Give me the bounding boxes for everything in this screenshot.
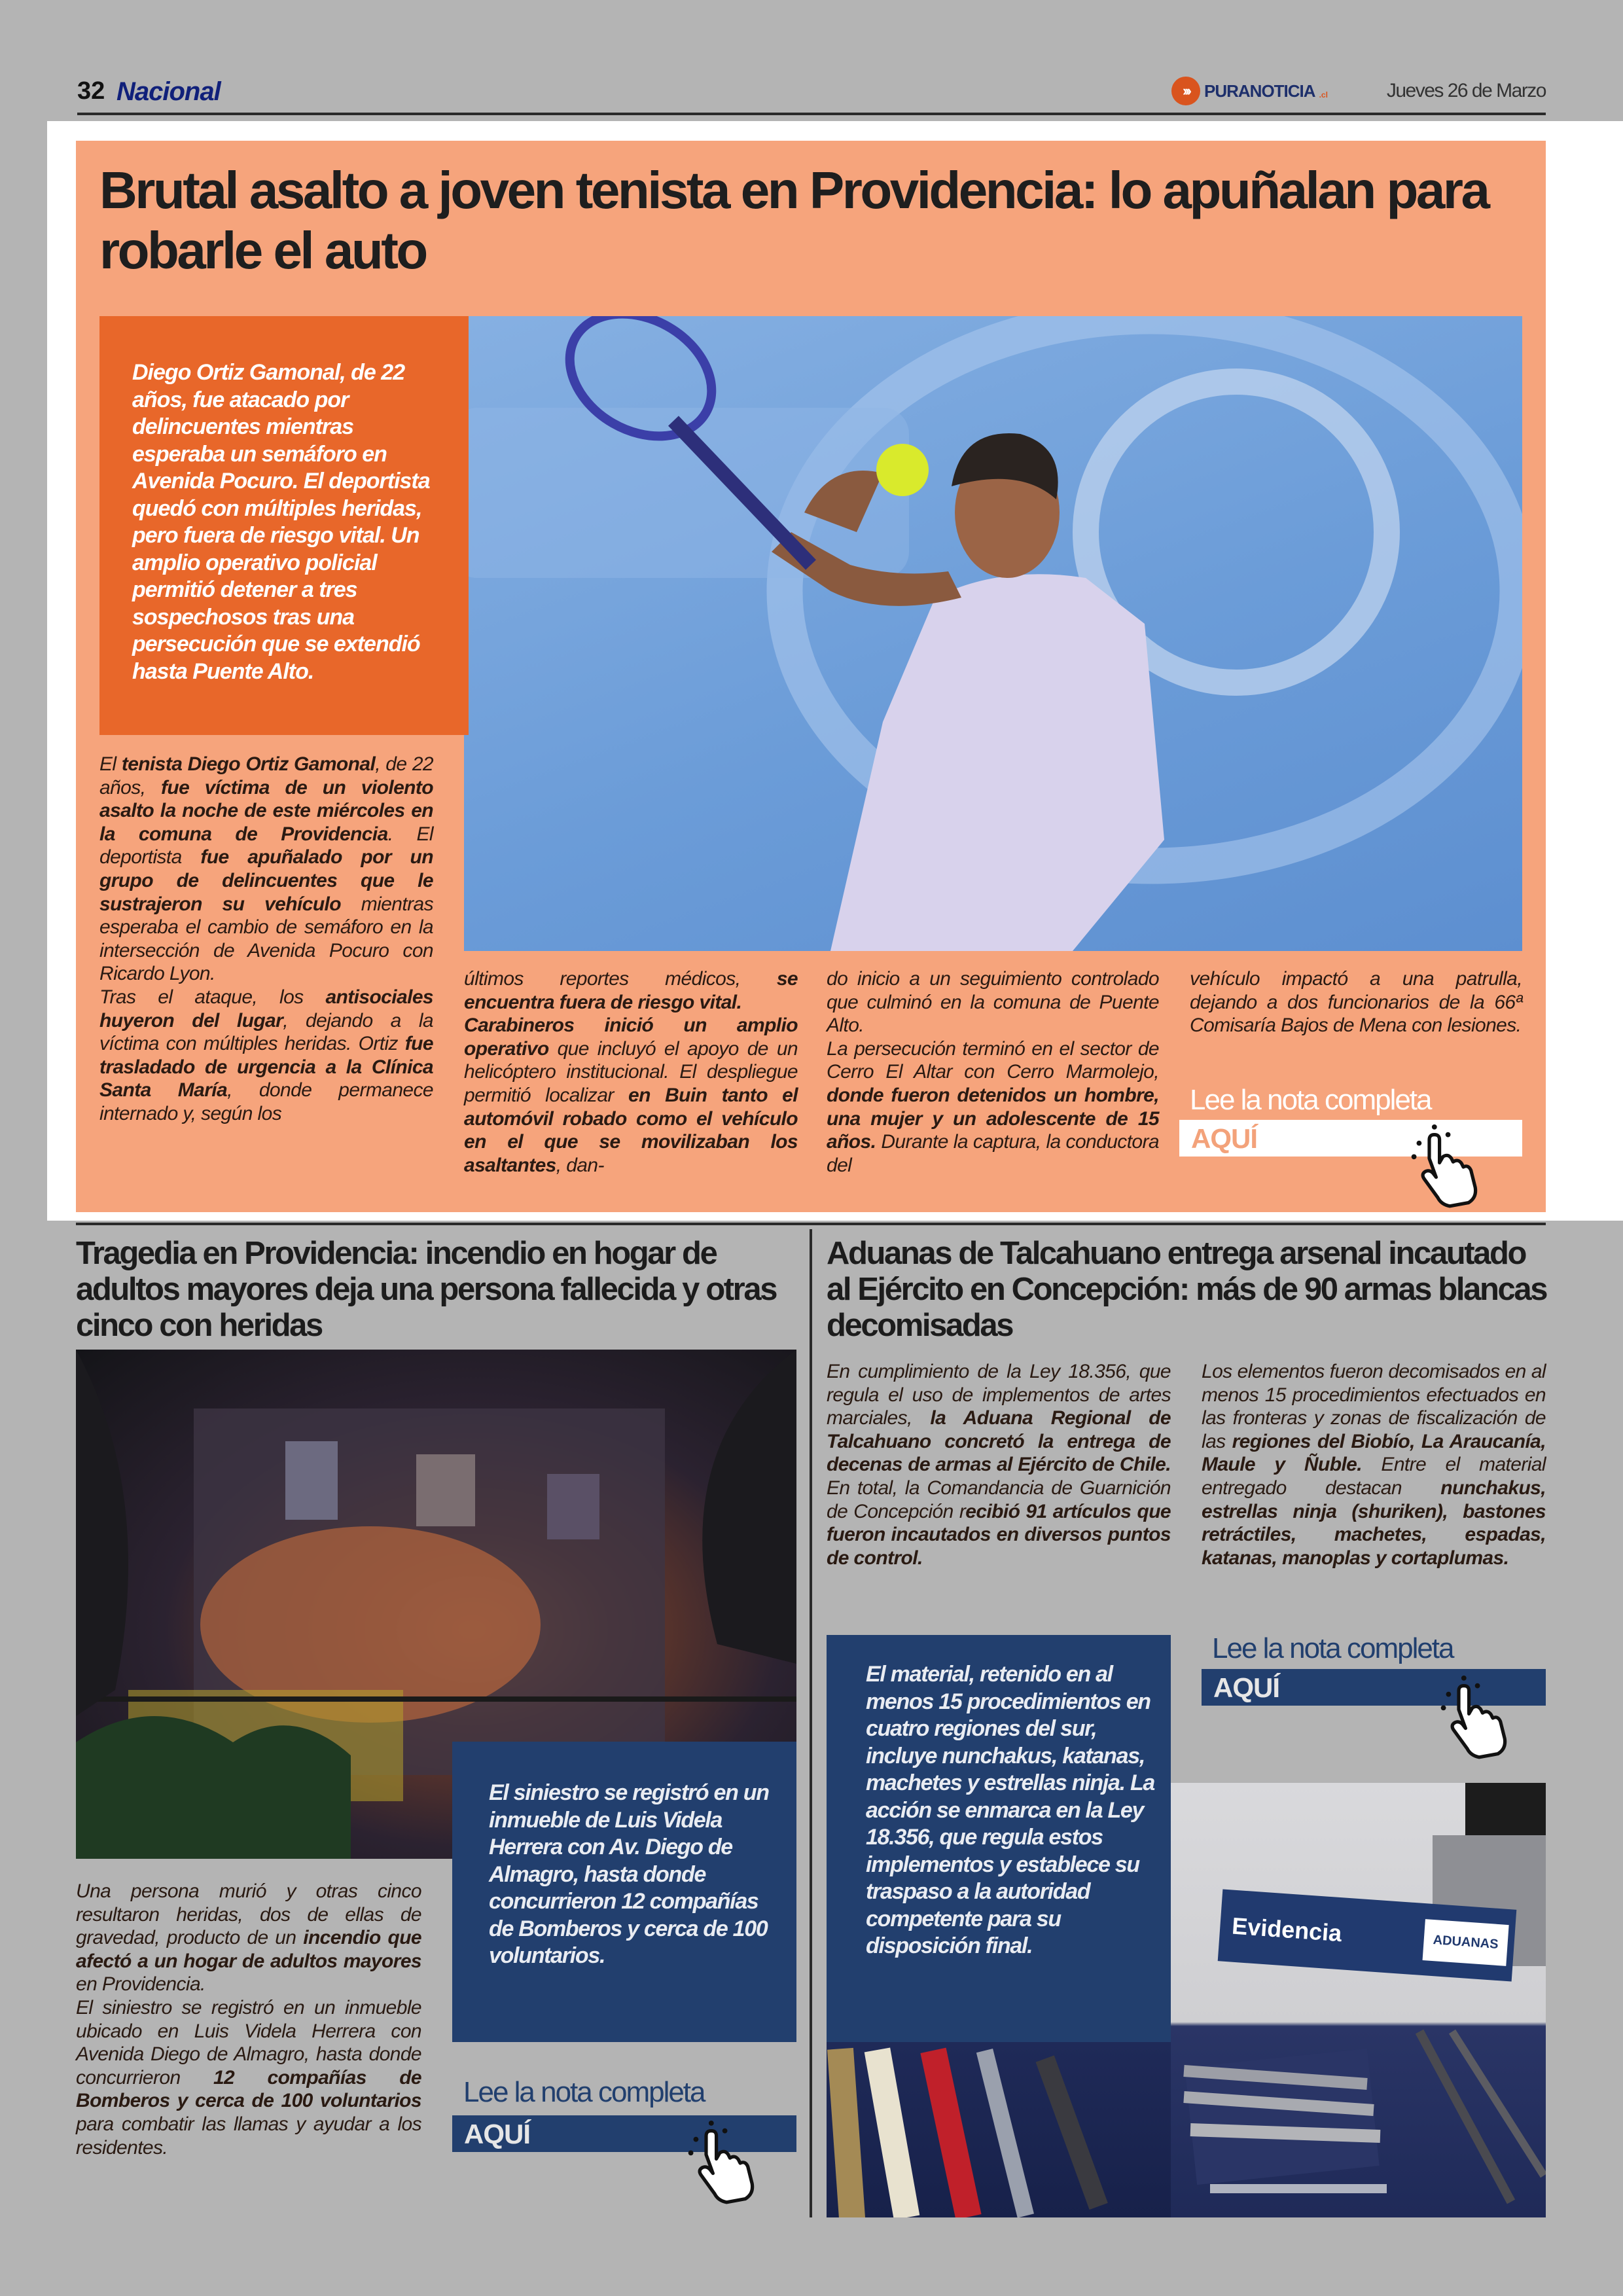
body-paragraph: [99, 986, 433, 1126]
logo-suffix: .cl: [1319, 90, 1328, 99]
fire-callout-box: [452, 1742, 796, 2042]
main-body-column-4: [1190, 967, 1522, 1037]
body-text-bold: Carabineros inició un amplio operativo: [464, 1014, 798, 1060]
body-text: La persecución terminó en el sector de Cerro El Altar con Cerro Marmolejo,: [827, 1037, 1159, 1083]
header-rule: [77, 113, 1546, 115]
weapons-photo-graphic: [1171, 1783, 1546, 2217]
body-text: mientras esperaba el cambio de semáforo en la intersección de Avenida Pocuro con Ricardo Lyon.: [99, 893, 433, 985]
body-text: Una persona murió y otras cinco resultaron heridas, dos de ellas de gravedad, producto de un: [76, 1880, 421, 1949]
evidence-sign-text: Evidencia: [1231, 1912, 1343, 1947]
fire-hand-pointer-icon[interactable]: [681, 2121, 766, 2209]
body-text: , dejando a la víctima con múltiples heridas. Ortiz: [99, 1009, 433, 1055]
body-paragraph: [827, 1360, 1171, 1570]
body-text-bold: fue víctima de un violento asalto la noche de este miércoles en la comuna de Providencia: [99, 776, 434, 845]
body-text-bold: la Aduana Regional de Talcahuano concretó la entrega de decenas de armas al Ejército de Chile.: [827, 1407, 1171, 1476]
customs-read-more-button-label: AQUÍ: [1213, 1672, 1279, 1703]
body-text: . El deportista: [99, 823, 433, 869]
customs-callout-text: El material, retenido en al menos 15 procedimientos en cuatro regiones del sur, incluye nunchakus, katanas, machetes y estrellas ninja. La acción se enmarca en la Ley 18.356, que regula estos implementos y establece su traspaso a la autoridad competente para su disposición final.: [866, 1662, 1155, 1958]
main-body-column-1: [99, 753, 433, 1126]
body-paragraph: [76, 1996, 421, 2159]
main-body-column-3: [827, 967, 1159, 1177]
body-text-bold: incendio que afectó a un hogar de adultos mayores: [76, 1927, 421, 1972]
fire-read-more-button-label: AQUÍ: [464, 2119, 530, 2149]
body-text-bold: antisociales huyeron del lugar: [99, 986, 433, 1031]
fire-body-column: [76, 1880, 421, 2159]
customs-headline: Aduanas de Talcahuano entrega arsenal incautado al Ejército en Concepción: más de 90 armas blancas decomisadas: [827, 1236, 1547, 1343]
body-text-bold: ecibió 91 artículos que fueron incautados en diversos puntos de control.: [827, 1500, 1171, 1569]
tennis-player-photo: [464, 316, 1522, 951]
body-paragraph: [827, 1037, 1159, 1177]
page-number: 32: [77, 77, 105, 105]
body-text: en Providencia.: [76, 1973, 205, 1996]
body-text-bold: donde fueron detenidos un hombre, una mujer y un adolescente de 15 años.: [827, 1084, 1159, 1153]
logo-chevrons-icon: ›››: [1171, 77, 1200, 105]
weapons-evidence-photo: [1171, 1783, 1546, 2217]
body-paragraph: [1202, 1360, 1546, 1570]
body-paragraph: [1190, 967, 1522, 1037]
customs-hand-pointer-icon[interactable]: [1433, 1676, 1518, 1764]
body-paragraph: [99, 753, 433, 986]
column-divider: [810, 1229, 812, 2217]
customs-body-column-1: [827, 1360, 1171, 1570]
body-text-bold: fue trasladado de urgencia a la Clínica Santa María: [99, 1033, 433, 1102]
body-text: , de 22 años,: [99, 753, 433, 798]
issue-date: Jueves 26 de Marzo: [1386, 80, 1546, 101]
weapons-strip-graphic: [827, 2042, 1171, 2217]
fire-callout-text: El siniestro se registró en un inmueble de Luis Videla Herrera con Av. Diego de Almagro, hasta donde concurrieron 12 compañías de Bomberos y cerca de 100 voluntarios.: [489, 1780, 769, 1968]
body-text-bold: nunchakus, estrellas ninja (shuriken), bastones retráctiles, machetes, espadas, katanas, manoplas y cortaplumas.: [1202, 1477, 1546, 1569]
body-text: , donde permanece internado y, según los: [99, 1079, 433, 1124]
body-text: do inicio a un seguimiento controlado que culminó en la comuna de Puente Alto.: [827, 968, 1159, 1037]
lead-summary-text: Diego Ortiz Gamonal, de 22 años, fue atacado por delincuentes mientras esperaba un semáforo en Avenida Pocuro. El deportista quedó con múltiples heridas, pero fuera de riesgo vital. Un amplio operativo policial permitió detener a tres sospechosos tras una persecución que se extendió hasta Puente Alto.: [132, 360, 430, 684]
customs-body-column-2: [1202, 1360, 1546, 1570]
fire-read-more-label: Lee la nota completa: [463, 2076, 705, 2108]
body-text-bold: 12 compañías de Bomberos y cerca de 100 voluntarios: [76, 2066, 422, 2112]
body-text: para combatir las llamas y ayudar a los residentes.: [76, 2113, 421, 2159]
body-text-bold: regiones del Biobío, La Araucanía, Maule y Ñuble.: [1202, 1430, 1546, 1476]
main-body-column-2: [464, 967, 798, 1177]
body-text: vehículo impactó a una patrulla, dejando a dos funcionarios de la 66ª Comisaría Bajos de Mena con lesiones.: [1190, 968, 1522, 1037]
body-text: Los elementos fueron decomisados en al menos 15 procedimientos efectuados en las fronteras y zonas de fiscalización de las: [1202, 1361, 1546, 1452]
body-text-bold: fue apuñalado por un grupo de delincuentes que le sustrajeron su vehículo: [99, 846, 434, 915]
body-paragraph: [464, 1014, 798, 1177]
body-text: Durante la captura, la conductora del: [827, 1131, 1159, 1176]
customs-callout-box: [827, 1635, 1171, 2042]
body-text: Tras el ataque, los: [99, 986, 326, 1008]
body-text-bold: en Buin tanto el automóvil robado como el vehículo en el que se movilizaban los asaltantes: [464, 1084, 798, 1176]
read-more-label: Lee la nota completa: [1190, 1084, 1431, 1116]
read-more-button-label: AQUÍ: [1191, 1123, 1257, 1154]
lead-summary-box: [99, 316, 469, 735]
body-text: últimos reportes médicos,: [464, 968, 777, 990]
body-text: El: [99, 753, 122, 775]
body-text-bold: tenista Diego Ortiz Gamonal: [121, 753, 376, 775]
body-text: El siniestro se registró en un inmueble ubicado en Luis Videla Herrera con Avenida Diego de Almagro, hasta donde concurrieron: [76, 1996, 421, 2089]
body-text: Entre el material entregado destacan: [1202, 1454, 1546, 1499]
aduanas-logo-text: ADUANAS: [1423, 1919, 1509, 1966]
body-paragraph: [827, 967, 1159, 1037]
body-text: En total, la Comandancia de Guarnición de Concepción r: [827, 1477, 1171, 1522]
section-title: Nacional: [116, 77, 221, 106]
body-text: que incluyó el apoyo de un helicóptero institucional. El despliegue permitió localizar: [464, 1037, 798, 1106]
body-text: En cumplimiento de la Ley 18.356, que regula el uso de implementos de artes marciales,: [827, 1361, 1171, 1429]
customs-read-more-label: Lee la nota completa: [1212, 1632, 1454, 1664]
main-headline: Brutal asalto a joven tenista en Providencia: lo apuñalan para robarle el auto: [99, 161, 1488, 279]
logo-text: PURANOTICIA: [1204, 81, 1315, 101]
body-text: , dan-: [556, 1154, 604, 1176]
body-paragraph: [76, 1880, 421, 1996]
body-paragraph: [464, 967, 798, 1014]
tennis-photo-graphic: [464, 316, 1522, 951]
hand-pointer-icon[interactable]: [1404, 1124, 1489, 1213]
body-text-bold: se encuentra fuera de riesgo vital.: [464, 968, 798, 1013]
puranoticia-logo[interactable]: [1171, 77, 1328, 105]
section-divider: [76, 1223, 1546, 1225]
weapons-photo-strip: [827, 2042, 1171, 2217]
fire-headline: Tragedia en Providencia: incendio en hogar de adultos mayores deja una persona fallecida y otras cinco con heridas: [76, 1236, 777, 1343]
